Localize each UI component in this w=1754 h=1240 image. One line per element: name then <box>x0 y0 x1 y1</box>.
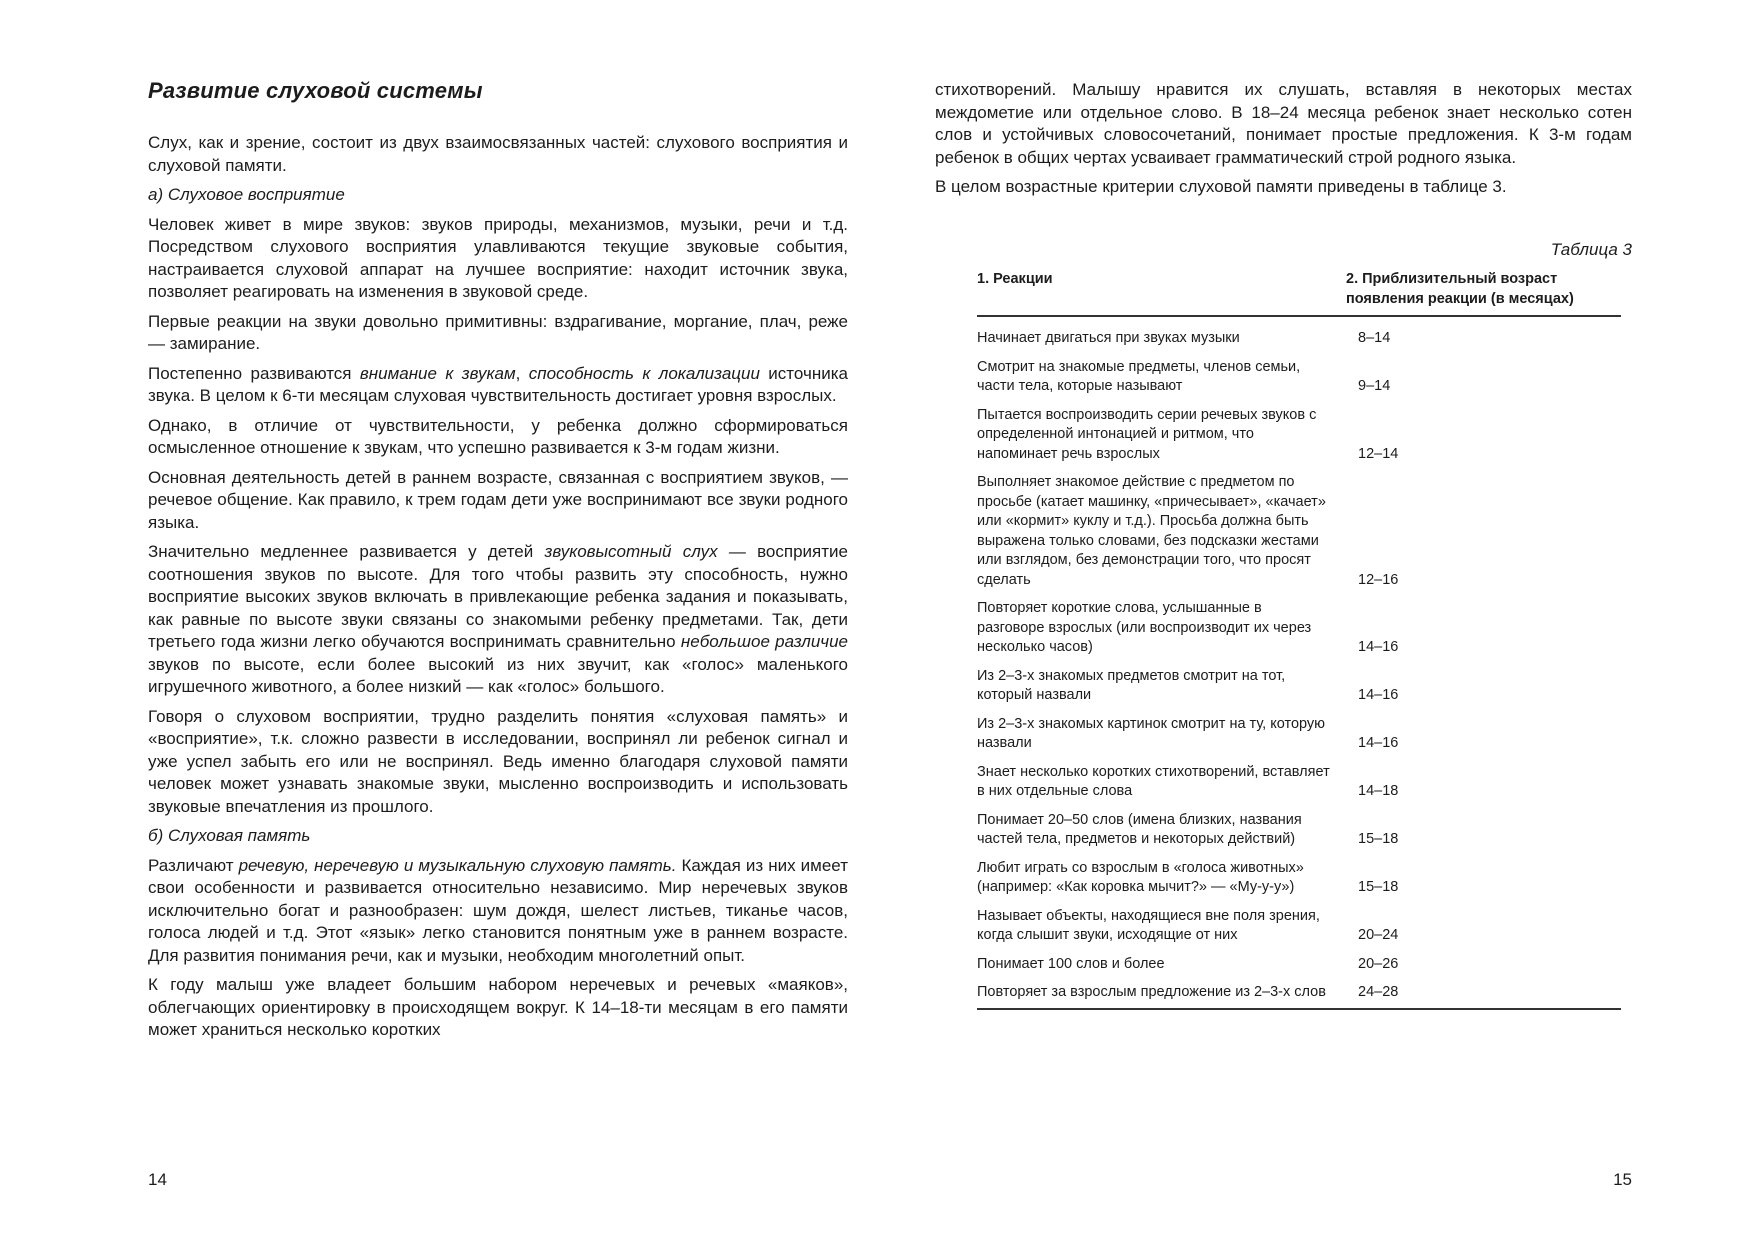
paragraph <box>148 541 848 699</box>
text-run: источника звука. В целом к 6-ти месяцам слуховая чувствительность достигает уровня взрослых. <box>148 363 848 405</box>
table-row <box>977 903 1621 951</box>
section-title: Развитие слуховой системы <box>148 78 483 103</box>
emphasis: небольшое различие <box>680 632 848 651</box>
table-body <box>977 316 1621 1009</box>
age-cell: 20–26 <box>1358 955 1399 972</box>
header-age: 2. Приблизительный возраст появления реакции (в месяцах) <box>1332 268 1621 316</box>
right-page <box>935 0 1632 1240</box>
intro-paragraph: Слух, как и зрение, состоит из двух взаимосвязанных частей: слухового восприятия и слуховой памяти. <box>148 133 848 175</box>
reaction-cell: Называет объекты, находящиеся вне поля зрения, когда слышит звуки, исходящие от них <box>977 907 1320 943</box>
table-row <box>977 354 1621 402</box>
reaction-cell: Повторяет за взрослым предложение из 2–3-х слов <box>977 979 1332 1009</box>
paragraph: В целом возрастные критерии слуховой памяти приведены в таблице 3. <box>935 177 1507 196</box>
emphasis: речевую, неречевую и музыкальную слуховую память. <box>238 855 677 875</box>
paragraph: стихотворений. Малышу нравится их слушать, вставляя в некоторых местах междометие или отдельное слово. В 18–24 месяца ребенок знает несколько сотен слов и устойчивых словосочетаний, понимает простые предложения. К 3-м годам ребенок в общих чертах усваивает грамматический строй родного языка. <box>935 80 1632 167</box>
left-page <box>148 0 848 1240</box>
age-cell: 12–16 <box>1358 571 1399 588</box>
paragraph: Основная деятельность детей в раннем возрасте, связанная с восприятием звуков, — речевое общение. Как правило, к трем годам дети уже воспринимают все звуки родного языка. <box>148 467 848 532</box>
reaction-cell: Смотрит на знакомые предметы, членов семьи, части тела, которые называют <box>977 358 1301 394</box>
age-cell: 9–14 <box>1358 378 1391 394</box>
age-cell: 14–18 <box>1358 783 1399 799</box>
text-run: Различают <box>148 855 239 875</box>
paragraph <box>148 363 848 408</box>
reaction-cell: Из 2–3-х знакомых предметов смотрит на тот, который назвали <box>977 667 1286 703</box>
reaction-cell: Пытается воспроизводить серии речевых звуков с определенной интонацией и ритмом, что напоминает речь взрослых <box>977 406 1317 462</box>
paragraph <box>148 855 848 968</box>
subheading-auditory-perception: а) Слуховое восприятие <box>148 185 345 204</box>
emphasis: внимание к звукам <box>359 363 516 383</box>
page-number: 14 <box>148 1170 167 1189</box>
table-row <box>977 595 1621 663</box>
text-run: — восприятие соотношения звуков по высоте. Для того чтобы развить эту способность, нужно восприятие высоких звуков включать в привлекающие ребенка задания и показывать, как равные по высоте звуки связаны со знакомыми ребенку предметами. Так, дети третьего года жизни легко обучаются воспринимать сравнительно <box>148 542 848 651</box>
table-row <box>977 951 1621 980</box>
reaction-cell: Знает несколько коротких стихотворений, вставляет в них отдельные слова <box>977 763 1330 799</box>
age-criteria-table <box>977 268 1621 1010</box>
text-run: Значительно медленнее развивается у детей <box>148 542 545 561</box>
age-cell: 15–18 <box>1358 831 1399 847</box>
age-cell: 24–28 <box>1332 979 1621 1009</box>
text-run: Постепенно развиваются <box>148 363 360 383</box>
reaction-cell: Понимает 20–50 слов (имена близких, названия частей тела, предметов и некоторых действий) <box>977 811 1302 847</box>
age-cell: 20–24 <box>1358 927 1399 943</box>
age-cell: 14–16 <box>1358 687 1399 703</box>
paragraph: Человек живет в мире звуков: звуков природы, механизмов, музыки, речи и т.д. Посредством слухового восприятия улавливаются текущие звуковые события, настраивается слуховой аппарат на лучшее восприятие: находит источник звука, позволяет реагировать на изменения в звуковой среде. <box>148 214 848 301</box>
paragraph: К году малыш уже владеет большим набором неречевых и речевых «маяков», облегчающих ориентировку в происходящем вокруг. К 14–18-ти месяцам в его памяти может храниться несколько коротких <box>148 975 848 1039</box>
subheading-auditory-memory: б) Слуховая память <box>148 826 311 845</box>
table-header-row <box>977 268 1621 316</box>
text-run: звуков по высоте, если более высокий из них звучит, как «голос» маленького игрушечного животного, а более низкий — как «голос» большого. <box>148 654 848 696</box>
table-row <box>977 807 1621 855</box>
text-run: , <box>515 363 529 383</box>
emphasis: способность к локализации <box>528 363 760 383</box>
table-row <box>977 759 1621 807</box>
table-row <box>977 979 1621 1009</box>
age-cell: 12–14 <box>1358 445 1399 462</box>
reaction-cell: Повторяет короткие слова, услышанные в разговоре взрослых (или воспроизводит их через несколько часов) <box>977 600 1312 655</box>
reaction-cell: Из 2–3-х знакомых картинок смотрит на ту, которую назвали <box>977 715 1326 751</box>
table-row <box>977 402 1621 470</box>
emphasis: звуковысотный слух <box>544 542 718 561</box>
age-cell: 15–18 <box>1358 879 1399 895</box>
paragraph: Однако, в отличие от чувствительности, у ребенка должно сформироваться осмысленное отношение к звукам, что успешно развивается к 3-м годам жизни. <box>148 415 848 457</box>
left-body-text <box>148 132 848 1049</box>
page-number: 15 <box>1613 1170 1632 1189</box>
right-body-text <box>935 79 1632 206</box>
paragraph: Говоря о слуховом восприятии, трудно разделить понятия «слуховая память» и «восприятие», т.к. сложно развести в исследовании, воспринял ли ребенок сигнал и уже успел забыть его или не воспринял. Ведь именно благодаря слуховой памяти человек может узнавать знакомые звуки, мысленно воспроизводить и использовать звуковые впечатления из прошлого. <box>148 706 848 816</box>
table-row <box>977 316 1621 354</box>
reaction-cell: Любит играть со взрослым в «голоса животных» (например: «Как коровка мычит?» — «Му-у-у») <box>977 859 1304 895</box>
paragraph: Первые реакции на звуки довольно примитивны: вздрагивание, моргание, плач, реже — замирание. <box>148 311 848 353</box>
age-cell: 14–16 <box>1358 735 1399 751</box>
table-row <box>977 855 1621 903</box>
reaction-cell: Понимает 100 слов и более <box>977 955 1165 972</box>
table-row <box>977 469 1621 595</box>
text-run: Каждая из них имеет свои особенности и развивается относительно независимо. Мир неречевых звуков исключительно богат и разнообразен: шум дождя, шелест листьев, тиканье часов, голоса людей и т.д. Этот «язык» легко становится понятным уже в раннем возрасте. Для развития понимания речи, как и музыки, необходим многолетний опыт. <box>148 855 848 965</box>
table-row <box>977 663 1621 711</box>
table-caption: Таблица 3 <box>1550 240 1632 259</box>
header-reactions: 1. Реакции <box>977 268 1332 316</box>
reaction-cell: Начинает двигаться при звуках музыки <box>977 330 1240 346</box>
age-cell: 14–16 <box>1358 639 1399 655</box>
table-row <box>977 711 1621 759</box>
reaction-cell: Выполняет знакомое действие с предметом по просьбе (катает машинку, «причесывает», «качает» или «кормит» куклу и т.д.). Просьба должна быть выражена только словами, без подсказки жестами или взглядом, без демонстрации того, что просят сделать <box>977 474 1326 588</box>
age-cell: 8–14 <box>1358 330 1391 346</box>
